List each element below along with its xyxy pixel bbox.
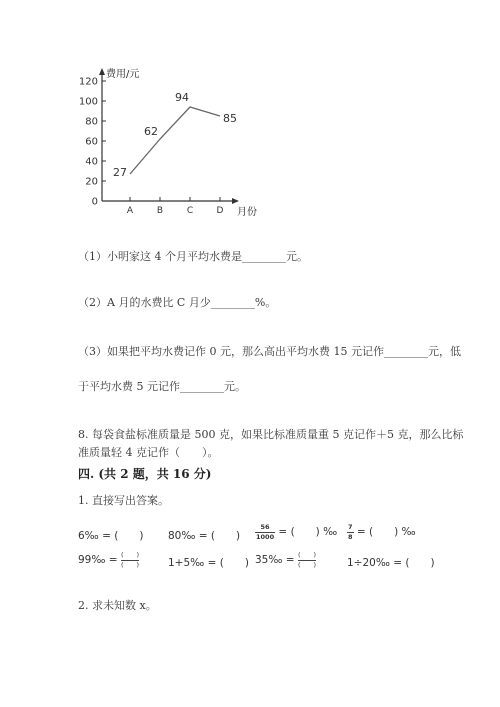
y-tick-label: 40 — [85, 156, 98, 168]
fraction-numerator: 7 — [348, 523, 353, 531]
data-label: 27 — [113, 166, 127, 179]
section-4-item-1: 1. 直接写出答案。 — [78, 494, 169, 507]
x-tick-label: C — [186, 206, 194, 216]
y-tick-label: 60 — [85, 136, 98, 148]
exercise-r1c4 — [347, 524, 416, 540]
exercise-r2c3-lead: 35‰ = — [255, 554, 298, 566]
y-tick-label: 80 — [85, 116, 98, 128]
data-label: 62 — [144, 125, 158, 138]
fraction-denominator: 8 — [348, 532, 353, 541]
fraction-denominator: ( ) — [297, 560, 317, 569]
fraction-numerator: ( ) — [297, 551, 317, 559]
answer-fraction — [121, 552, 139, 568]
exercise-r2c1-lead: 99‰ = — [78, 554, 121, 566]
question-2: （2）A 月的水费比 C 月少________%。 — [78, 296, 277, 309]
fraction-numerator: ( ) — [120, 551, 140, 559]
question-3-line-2: 于平均水费 5 元记作________元。 — [78, 380, 246, 393]
question-8-line-1: 8. 每袋食盐标准质量是 500 克，如果比标准质量重 5 克记作＋5 克，那么比标 — [78, 428, 464, 441]
data-label: 94 — [175, 91, 189, 104]
x-axis-label: 月份 — [237, 207, 257, 218]
question-3-line-1: （3）如果把平均水费记作 0 元，那么高出平均水费 15 元记作________元，低 — [78, 345, 461, 358]
answer-fraction — [298, 552, 316, 568]
x-axis-arrow — [232, 198, 239, 204]
section-4-title: 四. (共 2 题，共 16 分) — [78, 467, 212, 481]
exercise-r2c4: 1÷20‰ = ( ) — [347, 557, 435, 569]
y-tick-label: 120 — [78, 76, 98, 88]
exercise-r1c1: 6‰ = ( ) — [78, 530, 144, 542]
fraction-denominator: 1000 — [256, 532, 275, 541]
section-4-item-2: 2. 求未知数 x。 — [78, 599, 157, 612]
exercise-r2c3 — [255, 552, 316, 568]
y-axis-arrow — [99, 68, 105, 75]
y-axis-label: 费用/元 — [106, 69, 140, 80]
fraction-denominator: ( ) — [120, 560, 140, 569]
x-tick-label: D — [216, 206, 224, 216]
x-tick-label: B — [156, 206, 164, 216]
line-chart — [70, 55, 280, 230]
data-label: 85 — [223, 112, 237, 125]
x-tick-label: A — [126, 206, 134, 216]
y-tick-label: 0 — [91, 196, 98, 208]
exercise-r2c1 — [78, 552, 139, 568]
question-8-line-2: 准质量轻 4 克记作（ ）。 — [78, 446, 219, 459]
exercise-r2c2: 1+5‰ = ( ) — [168, 557, 249, 569]
exercise-r1c3-tail: = ( ) ‰ — [275, 526, 338, 538]
exercise-r1c4-tail: = ( ) ‰ — [353, 526, 416, 538]
question-1: （1）小明家这 4 个月平均水费是________元。 — [78, 250, 308, 263]
fraction-56-1000 — [255, 524, 275, 540]
series-line — [130, 107, 220, 174]
y-tick-label: 100 — [78, 96, 98, 108]
y-tick-label: 20 — [85, 176, 98, 188]
exercise-r1c2: 80‰ = ( ) — [168, 530, 241, 542]
fraction-numerator: 56 — [260, 523, 270, 531]
exercise-r1c3 — [255, 524, 337, 540]
